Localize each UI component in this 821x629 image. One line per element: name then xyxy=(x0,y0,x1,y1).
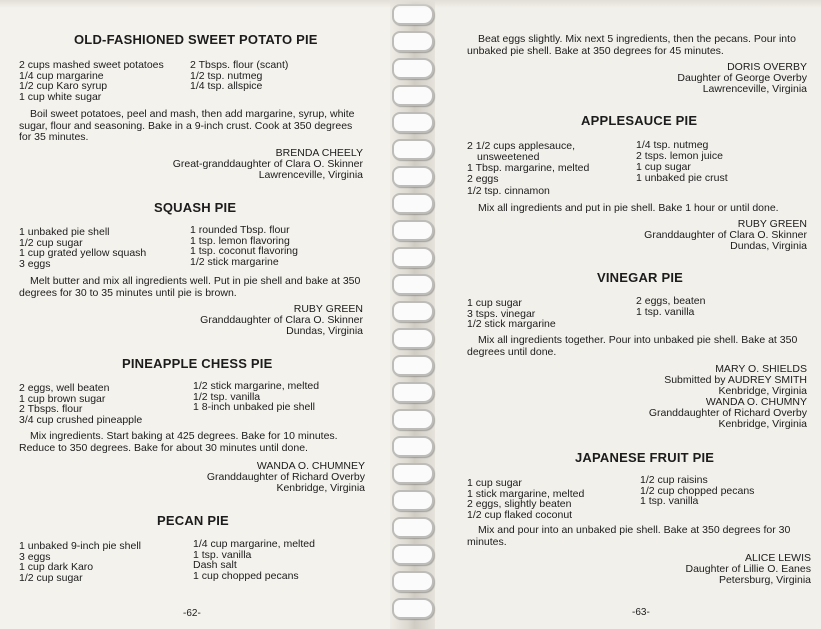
ingredient: 1 unbaked pie crust xyxy=(636,172,728,184)
top-shadow xyxy=(0,0,821,8)
binding-ring xyxy=(392,598,434,619)
ingredients-left xyxy=(19,383,142,425)
contributor-name: MARY O. SHIELDS xyxy=(715,363,807,375)
ingredient: 1/2 stick margarine, melted xyxy=(193,380,320,392)
contributor-location: Kenbridge, Virginia xyxy=(718,418,807,430)
ingredient: 2 1/2 cups applesauce, xyxy=(467,140,575,152)
recipe-directions: Mix ingredients. Start baking at 425 degrees. Bake for 10 minutes. Reduce to 350 degrees. Bake for about 30 minutes until done. xyxy=(19,430,338,454)
ingredient: 2 eggs, well beaten xyxy=(19,382,110,394)
ingredient: 1/2 cup flaked coconut xyxy=(467,508,573,521)
ingredient: 1/2 tsp. nutmeg xyxy=(190,69,263,82)
binding-ring xyxy=(392,220,434,241)
ingredient: 1 cup dark Karo xyxy=(19,561,94,573)
contributor-location: Dundas, Virginia xyxy=(286,325,363,337)
page-number: -63- xyxy=(632,607,650,618)
contributor-relation: Granddaughter of Clara O. Skinner xyxy=(200,314,363,326)
binding-ring xyxy=(392,490,434,511)
ingredients-right xyxy=(640,475,754,507)
recipe-directions: Beat eggs slightly. Mix next 5 ingredients, then the pecans. Pour into unbaked pie shell. Bake at 350 degrees for 45 minutes. xyxy=(467,33,796,57)
ingredient: 1 tsp. vanilla xyxy=(193,548,252,561)
contributor xyxy=(595,364,807,430)
ingredient: 1 tsp. vanilla xyxy=(636,305,695,318)
ingredient: 1 cup chopped pecans xyxy=(193,569,299,582)
recipe-directions: Boil sweet potatoes, peel and mash, then add margarine, syrup, white sugar, flour and seasoning. Bake in a 9-inch crust. Cook at 350 degrees for 35 minutes. xyxy=(19,108,355,143)
contributor-name: RUBY GREEN xyxy=(293,303,363,315)
ingredient: 2 Tbsps. flour (scant) xyxy=(190,59,289,71)
ingredients-left xyxy=(19,541,141,583)
binding-ring xyxy=(392,31,434,52)
contributor-location: Lawrenceville, Virginia xyxy=(702,83,807,95)
contributor xyxy=(595,219,807,252)
binding-ring xyxy=(392,58,434,79)
ingredient: 1 cup white sugar xyxy=(19,90,102,103)
contributor xyxy=(150,461,365,494)
ingredient: 2 cups mashed sweet potatoes xyxy=(19,59,164,71)
ingredient: 1 cup grated yellow squash xyxy=(19,247,147,259)
contributor-location: Petersburg, Virginia xyxy=(718,574,811,586)
contributor-name: ALICE LEWIS xyxy=(745,552,811,564)
contributor-relation: Granddaughter of Clara O. Skinner xyxy=(644,229,807,241)
contributor xyxy=(150,304,363,337)
ingredient: 3 eggs xyxy=(19,257,51,270)
contributor-relation: Daughter of George Overby xyxy=(677,72,807,84)
binding-ring xyxy=(392,112,434,133)
ingredients-left xyxy=(467,141,589,197)
binding-ring xyxy=(392,409,434,430)
binding-ring xyxy=(392,139,434,160)
binding-ring xyxy=(392,571,434,592)
ingredient: 1/4 tsp. allspice xyxy=(190,80,263,92)
recipe-directions: Mix all ingredients and put in pie shell. Bake 1 hour or until done. xyxy=(478,202,779,214)
ingredient: 1 unbaked pie shell xyxy=(19,226,110,238)
ingredients-right xyxy=(190,60,288,92)
binding-ring xyxy=(392,544,434,565)
binding-ring xyxy=(392,301,434,322)
contributor-relation: Granddaughter of Richard Overby xyxy=(206,471,365,483)
recipe-title: SQUASH PIE xyxy=(154,200,237,215)
ingredient: 2 eggs, beaten xyxy=(636,295,706,307)
binding-ring xyxy=(392,247,434,268)
ingredient: 1/2 stick margarine xyxy=(190,255,279,268)
ingredient: 3 eggs xyxy=(19,550,51,563)
binding-ring xyxy=(392,166,434,187)
binding-ring xyxy=(392,382,434,403)
ingredient: 3 tsps. vinegar xyxy=(467,307,536,320)
contributor xyxy=(150,148,363,181)
ingredient: 1 Tbsp. margarine, melted xyxy=(467,162,590,174)
contributor-relation: Granddaughter of Richard Overby xyxy=(648,407,807,419)
contributor-location: Lawrenceville, Virginia xyxy=(258,169,363,181)
ingredient: 1/4 tsp. nutmeg xyxy=(636,139,709,151)
contributor-name: BRENDA CHEELY xyxy=(275,147,363,159)
contributor-relation: Submitted by AUDREY SMITH xyxy=(664,374,807,386)
ingredient: 1 stick margarine, melted xyxy=(467,487,585,500)
contributor-location: Kenbridge, Virginia xyxy=(718,385,807,397)
ingredient: 1 unbaked 9-inch pie shell xyxy=(19,540,142,552)
ingredient: 1/2 tsp. vanilla xyxy=(193,390,261,403)
binding-ring xyxy=(392,328,434,349)
ingredients-right xyxy=(636,140,728,184)
ingredient: 1/4 cup margarine, melted xyxy=(193,538,315,550)
binding-ring xyxy=(392,274,434,295)
ingredient: 2 Tbsps. flour xyxy=(19,403,83,415)
ingredient: 2 eggs xyxy=(467,173,499,185)
ingredient: 1 tsp. coconut flavoring xyxy=(190,245,298,257)
ingredients-right xyxy=(193,539,315,581)
contributor-name: WANDA O. CHUMNEY xyxy=(256,460,365,472)
ingredient: unsweetened xyxy=(477,151,540,163)
binding-ring xyxy=(392,193,434,214)
binding-ring xyxy=(392,355,434,376)
contributor-name: WANDA O. CHUMNY xyxy=(705,396,807,408)
ingredient: 1/4 cup margarine xyxy=(19,69,104,82)
ingredient: 1/2 tsp. cinnamon xyxy=(467,185,550,197)
recipe-directions: Mix all ingredients together. Pour into unbaked pie shell. Bake at 350 degrees until done. xyxy=(467,334,798,358)
ingredient: 2 tsps. lemon juice xyxy=(636,150,723,162)
ingredient: 1/2 cup Karo syrup xyxy=(19,80,108,92)
contributor-relation: Daughter of Lillie O. Eanes xyxy=(685,563,811,575)
ingredient: 1/2 stick margarine xyxy=(467,318,556,330)
recipe-title: OLD-FASHIONED SWEET POTATO PIE xyxy=(74,32,318,47)
ingredient: 2 eggs, slightly beaten xyxy=(467,498,572,510)
recipe-title: JAPANESE FRUIT PIE xyxy=(575,450,715,465)
contributor-name: DORIS OVERBY xyxy=(727,61,807,73)
ingredient: 1/2 cup raisins xyxy=(640,474,708,486)
binding-ring xyxy=(392,517,434,538)
contributor xyxy=(595,553,811,586)
ingredients-left xyxy=(19,60,164,102)
recipe-directions: Mix and pour into an unbaked pie shell. Bake at 350 degrees for 30 minutes. xyxy=(467,524,791,548)
ingredients-left xyxy=(19,227,146,269)
recipe-title: VINEGAR PIE xyxy=(597,270,683,285)
contributor xyxy=(595,62,807,95)
ingredient: 3/4 cup crushed pineapple xyxy=(19,413,143,426)
binding-ring xyxy=(392,463,434,484)
right-page xyxy=(425,0,821,629)
ingredient: Dash salt xyxy=(193,559,237,571)
ingredient: 1 tsp. lemon flavoring xyxy=(190,234,290,247)
page-number: -62- xyxy=(183,608,201,619)
left-page xyxy=(0,0,405,629)
recipe-title: PINEAPPLE CHESS PIE xyxy=(122,356,273,371)
contributor-name: RUBY GREEN xyxy=(737,218,807,230)
recipe-directions: Melt butter and mix all ingredients well. Put in pie shell and bake at 350 degrees for 30 to 35 minutes until pie is brown. xyxy=(19,275,361,299)
ingredient: 1 cup brown sugar xyxy=(19,392,106,405)
ingredients-right xyxy=(636,296,705,317)
ingredient: 1/2 cup chopped pecans xyxy=(640,484,755,497)
contributor-location: Dundas, Virginia xyxy=(730,240,807,252)
recipe-title: APPLESAUCE PIE xyxy=(581,113,698,128)
ingredients-right xyxy=(190,225,298,267)
binding-ring xyxy=(392,436,434,457)
contributor-location: Kenbridge, Virginia xyxy=(276,482,365,494)
ingredient: 1/2 cup sugar xyxy=(19,236,83,249)
contributor-relation: Great-granddaughter of Clara O. Skinner xyxy=(172,158,363,170)
ingredient: 1 rounded Tbsp. flour xyxy=(190,224,290,236)
ingredients-left xyxy=(467,478,584,520)
ingredients-right xyxy=(193,381,319,413)
ingredient: 1 cup sugar xyxy=(467,477,522,489)
binding-ring xyxy=(392,85,434,106)
ingredient: 1 cup sugar xyxy=(467,297,522,309)
ingredient: 1 8-inch unbaked pie shell xyxy=(193,401,316,413)
ingredients-left xyxy=(467,298,556,330)
ingredient: 1 cup sugar xyxy=(636,161,691,173)
recipe-title: PECAN PIE xyxy=(157,513,229,528)
ingredient: 1 tsp. vanilla xyxy=(640,495,699,507)
ingredient: 1/2 cup sugar xyxy=(19,571,83,584)
